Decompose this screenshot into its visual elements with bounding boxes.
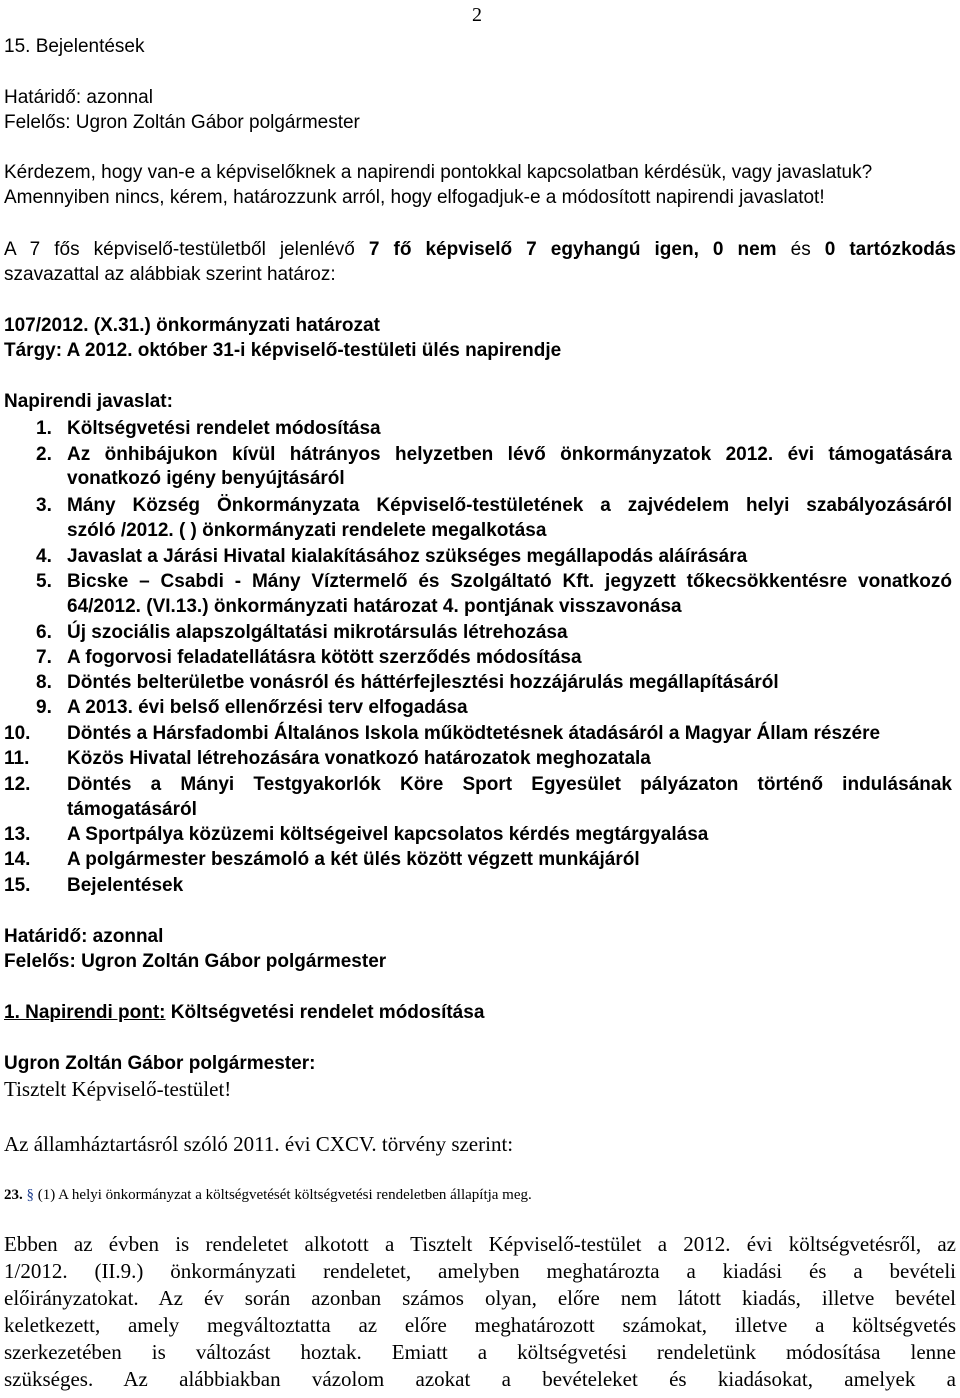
- agenda-item: [4, 493, 956, 519]
- agenda-item-number: 12.: [4, 774, 31, 795]
- vote-and: és: [790, 239, 811, 260]
- vote-abstain: 0 tartózkodás: [824, 239, 956, 260]
- body-line: Ebben az évben is rendeletet alkotott a Tisztelt Képviselő-testület a 2012. évi költségvetésről, az: [4, 1232, 956, 1256]
- body-line: előirányzatokat. Az év során azonban számos olyan, előre nem látott kiadás, illetve bevétel: [4, 1286, 956, 1310]
- agenda-item-number: 2.: [36, 444, 52, 465]
- agenda-item-number: 6.: [36, 622, 52, 643]
- agenda-item-continuation: 64/2012. (VI.13.) önkormányzati határozat 4. pontjának visszavonása: [67, 596, 682, 617]
- body-line: szerkezetében is változást hoztak. Emiatt a költségvetési rendeletünk módosítása lenne: [4, 1340, 956, 1364]
- agenda-item-continuation: szóló /2012. ( ) önkormányzati rendelete megalkotása: [67, 520, 547, 541]
- agenda-item-continuation: vonatkozó igény benyújtásáról: [67, 468, 345, 489]
- agenda-item: [4, 847, 956, 873]
- agenda-item-number: 9.: [36, 697, 52, 718]
- responsible-text: Felelős: Ugron Zoltán Gábor polgármester: [4, 112, 360, 133]
- page-number: 2: [472, 4, 482, 26]
- agenda-item: [4, 772, 956, 798]
- agenda-item-15-heading: 15. Bejelentések: [4, 36, 145, 57]
- point-1-label: 1. Napirendi pont:: [4, 1002, 166, 1023]
- agenda-item-text: A polgármester beszámoló a két ülés között végzett munkájáról: [67, 849, 640, 870]
- agenda-item: [4, 416, 956, 442]
- agenda-item-text: Bejelentések: [67, 875, 184, 896]
- law-paragraph-number: 23.: [4, 1187, 23, 1203]
- agenda-item-number: 1.: [36, 418, 52, 439]
- question-line-1: Kérdezem, hogy van-e a képviselőknek a napirendi pontokkal kapcsolatban kérdésük, vagy javaslatuk?: [4, 162, 873, 183]
- agenda-item-text: Költségvetési rendelet módosítása: [67, 418, 381, 439]
- agenda-item: [4, 645, 956, 671]
- agenda-item-text: A 2013. évi belső ellenőrzési terv elfogadása: [67, 697, 468, 718]
- vote-intro: A 7 fős képviselő-testületből jelenlévő: [4, 239, 355, 260]
- greeting: Tisztelt Képviselő-testület!: [4, 1077, 232, 1101]
- body-line: szükséges. Az alábbiakban vázolom azokat a bevételeket és kiadásokat, amelyek a: [4, 1367, 956, 1391]
- agenda-item: [4, 822, 956, 848]
- agenda-item: [4, 873, 956, 899]
- agenda-item-number: 10.: [4, 723, 31, 744]
- agenda-item-number: 4.: [36, 546, 52, 567]
- vote-line-2: szavazattal az alábbiak szerint határoz:: [4, 264, 336, 285]
- agenda-item: [4, 620, 956, 646]
- agenda-item-text: Közös Hivatal létrehozására vonatkozó határozatok meghozatala: [67, 748, 651, 769]
- agenda-item-text: Új szociális alapszolgáltatási mikrotársulás létrehozása: [67, 622, 568, 643]
- agenda-item: [4, 721, 956, 747]
- agenda-item: [4, 670, 956, 696]
- vote-line-1: [4, 237, 956, 263]
- agenda-item-text: A fogorvosi feladatellátásra kötött szerződés módosítása: [67, 647, 582, 668]
- agenda-item-text: Mány Község Önkormányzata Képviselő-testületének a zajvédelem helyi szabályozásáról: [67, 495, 952, 516]
- resolution-number: 107/2012. (X.31.) önkormányzati határozat: [4, 315, 380, 336]
- responsible-text-2: Felelős: Ugron Zoltán Gábor polgármester: [4, 951, 387, 972]
- agenda-item: [4, 746, 956, 772]
- agenda-item-number: 14.: [4, 849, 31, 870]
- law-intro: Az államháztartásról szóló 2011. évi CXCV. törvény szerint:: [4, 1132, 514, 1156]
- agenda-item-number: 7.: [36, 647, 52, 668]
- agenda-item-number: 8.: [36, 672, 52, 693]
- deadline-text-2: Határidő: azonnal: [4, 926, 164, 947]
- agenda-label: Napirendi javaslat:: [4, 391, 173, 412]
- agenda-item: [4, 442, 956, 468]
- speaker: Ugron Zoltán Gábor polgármester:: [4, 1053, 316, 1074]
- agenda-item: [4, 695, 956, 721]
- agenda-item-text: Javaslat a Járási Hivatal kialakításához szükséges megállapodás aláírására: [67, 546, 748, 567]
- point-1-title: Költségvetési rendelet módosítása: [170, 1002, 485, 1023]
- section-sign: §: [26, 1187, 34, 1203]
- agenda-item-text: Döntés belterületbe vonásról és háttérfejlesztési hozzájárulás megállapításáról: [67, 672, 779, 693]
- agenda-item: [4, 569, 956, 595]
- agenda-item-text: Bicske – Csabdi - Mány Víztermelő és Szolgáltató Kft. jegyzett tőkecsökkentésre vonatkozó: [67, 571, 952, 592]
- agenda-item-text: Az önhibájukon kívül hátrányos helyzetben lévő önkormányzatok 2012. évi támogatására: [67, 444, 952, 465]
- agenda-item-number: 13.: [4, 824, 31, 845]
- law-paragraph-text: (1) A helyi önkormányzat a költségvetését költségvetési rendeletben állapítja meg.: [37, 1187, 532, 1203]
- agenda-item-text: A Sportpálya közüzemi költségeivel kapcsolatos kérdés megtárgyalása: [67, 824, 709, 845]
- agenda-item-text: Döntés a Hársfadombi Általános Iskola működtetésnek átadásáról a Magyar Állam részére: [67, 723, 881, 744]
- vote-count-yes-no: 7 fő képviselő 7 egyhangú igen, 0 nem: [368, 239, 777, 260]
- agenda-item-text: Döntés a Mányi Testgyakorlók Köre Sport Egyesület pályázaton történő indulásának: [67, 774, 952, 795]
- body-line: 1/2012. (II.9.) önkormányzati rendeletet, amelyben meghatározta a kiadási és a bevételi: [4, 1259, 956, 1283]
- agenda-item-number: 5.: [36, 571, 52, 592]
- agenda-item-continuation: támogatásáról: [67, 799, 197, 820]
- body-line: keletkezett, amely megváltoztatta az előre meghatározott számokat, illetve a költségvetés: [4, 1313, 956, 1337]
- agenda-item-number: 11.: [4, 748, 30, 769]
- question-line-2: Amennyiben nincs, kérem, határozzunk arról, hogy elfogadjuk-e a módosított napirendi javaslatot!: [4, 187, 825, 208]
- point-1-heading: [4, 1000, 956, 1026]
- agenda-item-number: 15.: [4, 875, 31, 896]
- agenda-item-number: 3.: [36, 495, 52, 516]
- resolution-subject: Tárgy: A 2012. október 31-i képviselő-testületi ülés napirendje: [4, 340, 562, 361]
- deadline-text: Határidő: azonnal: [4, 87, 153, 108]
- law-paragraph: [4, 1182, 956, 1208]
- agenda-item: [4, 544, 956, 570]
